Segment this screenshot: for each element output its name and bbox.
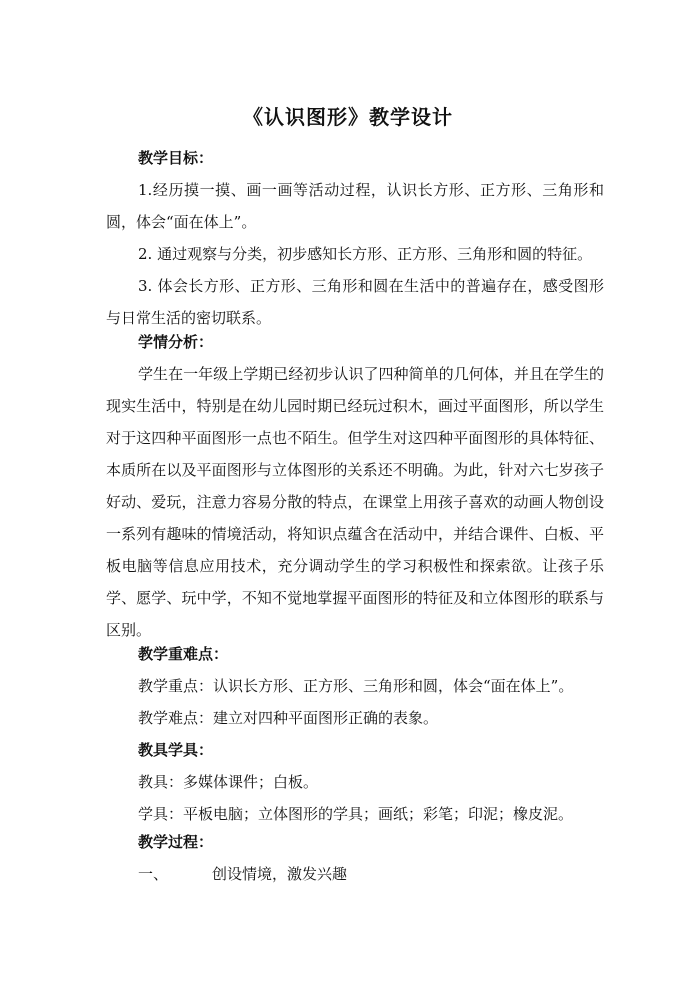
analysis-heading: 学情分析：	[138, 333, 214, 351]
keypoints-heading: 教学重难点：	[138, 645, 229, 663]
goal-item-2: 2. 通过观察与分类，初步感知长方形、正方形、三角形和圆的特征。	[138, 245, 593, 263]
process-heading: 教学过程：	[138, 833, 214, 851]
document-title: 《认识图形》教学设计	[243, 105, 453, 129]
student-tools-line: 学具：平板电脑；立体图形的学具；画纸；彩笔；印泥；橡皮泥。	[138, 805, 574, 823]
teacher-tools-line: 教具：多媒体课件；白板。	[138, 773, 319, 791]
difficult-point-line: 教学难点：建立对四种平面图形正确的表象。	[138, 709, 439, 727]
analysis-section	[106, 326, 604, 646]
step-1-text: 创设情境，激发兴趣	[212, 865, 348, 883]
goal-item-1: 1.经历摸一摸、画一画等活动过程，认识长方形、正方形、三角形和圆，体会“面在体上”。	[106, 181, 604, 231]
process-section	[106, 826, 604, 890]
goals-heading: 教学目标：	[138, 149, 214, 167]
step-1-number: 一、	[138, 865, 169, 883]
goal-item-3: 3. 体会长方形、正方形、三角形和圆在生活中的普遍存在，感受图形与日常生活的密切联系。	[106, 277, 604, 327]
analysis-paragraph: 学生在一年级上学期已经初步认识了四种简单的几何体，并且在学生的现实生活中，特别是在幼儿园时期已经玩过积木，画过平面图形，所以学生对于这四种平面图形一点也不陌生。但学生对这四种平面图形的具体特征、本质所在以及平面图形与立体图形的关系还不明确。为此，针对六七岁孩子好动、爱玩，注意力容易分散的特点，在课堂上用孩子喜欢的动画人物创设一系列有趣味的情境活动，将知识点蕴含在活动中，并结合课件、白板、平板电脑等信息应用技术，充分调动学生的学习积极性和探索欲。让孩子乐学、愿学、玩中学，不知不觉地掌握平面图形的特征及和立体图形的联系与区别。	[106, 365, 604, 639]
keypoints-section	[106, 638, 604, 734]
key-point-line: 教学重点：认识长方形、正方形、三角形和圆，体会“面在体上”。	[138, 677, 574, 695]
process-step-1	[106, 858, 604, 890]
tools-section	[106, 734, 604, 830]
goals-section	[106, 142, 604, 334]
tools-heading: 教具学具：	[138, 741, 214, 759]
